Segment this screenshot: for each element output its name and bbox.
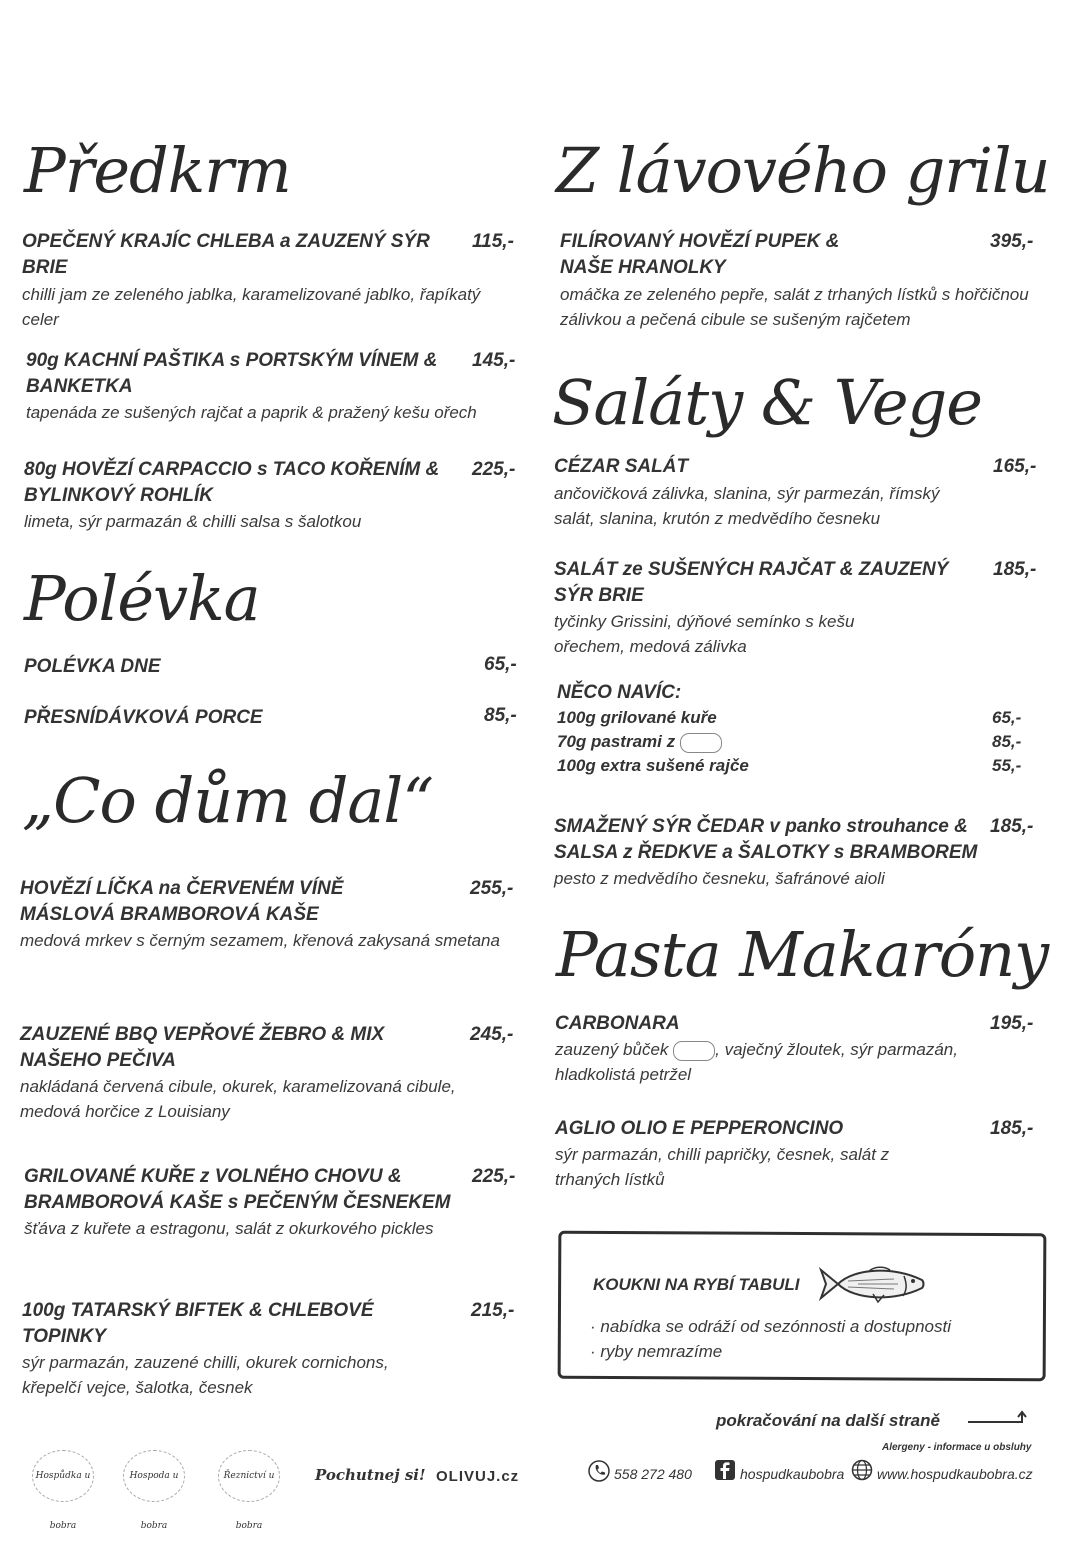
logo-pochutnej: Pochutnej si!	[315, 1466, 426, 1484]
extra-price: 65,-	[992, 708, 1022, 727]
extra-row	[557, 730, 722, 754]
menu-item-price: 255,-	[470, 878, 514, 899]
menu-item-desc: šťáva z kuřete a estragonu, salát z okurkového pickles	[24, 1219, 434, 1238]
menu-item-desc: medová mrkev s černým sezamem, křenová zakysaná smetana	[20, 931, 500, 950]
menu-item-desc: limeta, sýr parmazán & chilli salsa s šalotkou	[24, 512, 362, 531]
section-heading-salaty: Saláty & Vege	[552, 366, 982, 439]
globe-icon	[851, 1459, 873, 1481]
extra-label: 100g grilované kuře	[557, 708, 717, 727]
menu-item-price: 85,-	[484, 705, 517, 726]
menu-item-price: 115,-	[472, 231, 514, 252]
menu-item-title: 100g TATARSKÝ BIFTEK & CHLEBOVÉ TOPINKY	[22, 1300, 374, 1347]
fish-board-line: · nabídka se odráží od sezónnosti a dostupnosti	[590, 1317, 952, 1336]
allergens-note: Alergeny - informace u obsluhy	[882, 1442, 1032, 1453]
menu-item-price: 245,-	[470, 1024, 514, 1045]
menu-item-title: SMAŽENÝ SÝR ČEDAR v panko strouhance & SALSA z ŘEDKVE a ŠALOTKY s BRAMBOREM	[554, 816, 978, 863]
section-heading-predkrm: Předkrm	[24, 134, 291, 207]
menu-item-price: 165,-	[993, 456, 1037, 477]
logo-hospudka: Hospůdka u bobra	[32, 1450, 94, 1502]
menu-item-desc: sýr parmazán, zauzené chilli, okurek cornichons, křepelčí vejce, šalotka, česnek	[22, 1353, 389, 1397]
menu-item-title: POLÉVKA DNE	[24, 656, 161, 677]
menu-item-title: OPEČENÝ KRAJÍC CHLEBA a ZAUZENÝ SÝR BRIE	[22, 231, 430, 278]
menu-item-desc: nakládaná červená cibule, okurek, karamelizovaná cibule, medová horčice z Louisiany	[20, 1077, 456, 1121]
fish-board-title: KOUKNI NA RYBÍ TABULI	[593, 1275, 800, 1294]
menu-item-desc	[555, 1037, 995, 1087]
menu-item-desc: tapenáda ze sušených rajčat a paprik & pražený kešu ořech	[26, 403, 477, 422]
menu-item-price: 185,-	[990, 1118, 1034, 1139]
facebook-handle[interactable]: hospudkaubobra	[740, 1466, 845, 1482]
menu-item-title: SALÁT ze SUŠENÝCH RAJČAT & ZAUZENÝ SÝR BRIE	[554, 559, 949, 606]
extra-price: 85,-	[992, 732, 1022, 751]
menu-item-price: 145,-	[472, 350, 516, 371]
section-heading-co-dum-dal: „Co dům dal“	[22, 764, 433, 837]
section-heading-pasta: Pasta Makaróny	[556, 918, 1049, 991]
logo-reznictvi: Řeznictví u bobra	[218, 1450, 280, 1502]
logo-hospoda: Hospoda u bobra	[123, 1450, 185, 1502]
website-link[interactable]: www.hospudkaubobra.cz	[877, 1466, 1033, 1482]
extras-heading: NĚCO NAVÍC:	[557, 682, 682, 703]
menu-item-title: FILÍROVANÝ HOVĚZÍ PUPEK & NAŠE HRANOLKY	[560, 231, 840, 278]
menu-item-price: 65,-	[484, 654, 517, 675]
butcher-logo	[673, 1041, 715, 1061]
menu-item-title: 90g KACHNÍ PAŠTIKA s PORTSKÝM VÍNEM & BANKETKA	[26, 350, 438, 397]
menu-item-title: HOVĚZÍ LÍČKA na ČERVENÉM VÍNĚ MÁSLOVÁ BRAMBOROVÁ KAŠE	[20, 878, 344, 925]
menu-item-title: CÉZAR SALÁT	[554, 456, 689, 477]
menu-item-desc: ančovičková zálivka, slanina, sýr parmezán, římský salát, slanina, krutón z medvědího česneku	[554, 484, 940, 528]
section-heading-gril: Z lávového grilu	[556, 134, 1050, 207]
extra-price: 55,-	[992, 756, 1022, 775]
menu-item-title: CARBONARA	[555, 1013, 680, 1034]
menu-item-title: PŘESNÍDÁVKOVÁ PORCE	[24, 707, 263, 728]
phone-number[interactable]: 558 272 480	[614, 1466, 692, 1482]
arrow-right-icon	[966, 1408, 1028, 1428]
phone-icon	[588, 1460, 610, 1482]
menu-item-desc: sýr parmazán, chilli papričky, česnek, salát z trhaných lístků	[555, 1145, 890, 1189]
menu-item-desc: tyčinky Grissini, dýňové semínko s kešu ořechem, medová zálivka	[554, 612, 855, 656]
menu-item-price: 185,-	[993, 559, 1037, 580]
menu-item-desc: chilli jam ze zeleného jablka, karamelizované jablko, řapíkatý celer	[22, 285, 481, 329]
logo-olivuj: OLIVUJ.cz	[436, 1468, 520, 1485]
menu-item-price: 225,-	[472, 1166, 516, 1187]
menu-item-price: 195,-	[990, 1013, 1034, 1034]
facebook-icon	[714, 1459, 736, 1481]
fish-icon	[818, 1263, 930, 1305]
menu-item-price: 395,-	[990, 231, 1034, 252]
menu-item-price: 185,-	[990, 816, 1034, 837]
menu-item-title: 80g HOVĚZÍ CARPACCIO s TACO KOŘENÍM & BYLINKOVÝ ROHLÍK	[24, 459, 440, 506]
desc-part: zauzený bůček	[555, 1040, 669, 1059]
menu-item-desc: omáčka ze zeleného pepře, salát z trhaných lístků s hořčičnou zálivkou a pečená cibule se sušeným rajčetem	[560, 285, 1029, 329]
extra-label: 100g extra sušené rajče	[557, 756, 749, 775]
butcher-logo	[680, 733, 722, 753]
menu-item-title: GRILOVANÉ KUŘE z VOLNÉHO CHOVU & BRAMBOROVÁ KAŠE s PEČENÝM ČESNEKEM	[24, 1166, 451, 1213]
fish-board-line: · ryby nemrazíme	[590, 1342, 723, 1361]
menu-item-price: 215,-	[471, 1300, 515, 1321]
desc-part: , vaječný žloutek, sýr parmazán, hladkolistá petržel	[555, 1040, 958, 1084]
extra-label: 70g pastrami z	[557, 732, 676, 751]
menu-item-title: AGLIO OLIO E PEPPERONCINO	[555, 1118, 844, 1139]
continue-next-page[interactable]: pokračování na další straně	[716, 1411, 940, 1430]
menu-item-desc: pesto z medvědího česneku, šafránové aioli	[554, 869, 885, 888]
menu-item-price: 225,-	[472, 459, 516, 480]
section-heading-polevka: Polévka	[24, 562, 260, 635]
menu-item-title: ZAUZENÉ BBQ VEPŘOVÉ ŽEBRO & MIX NAŠEHO PEČIVA	[20, 1024, 385, 1071]
